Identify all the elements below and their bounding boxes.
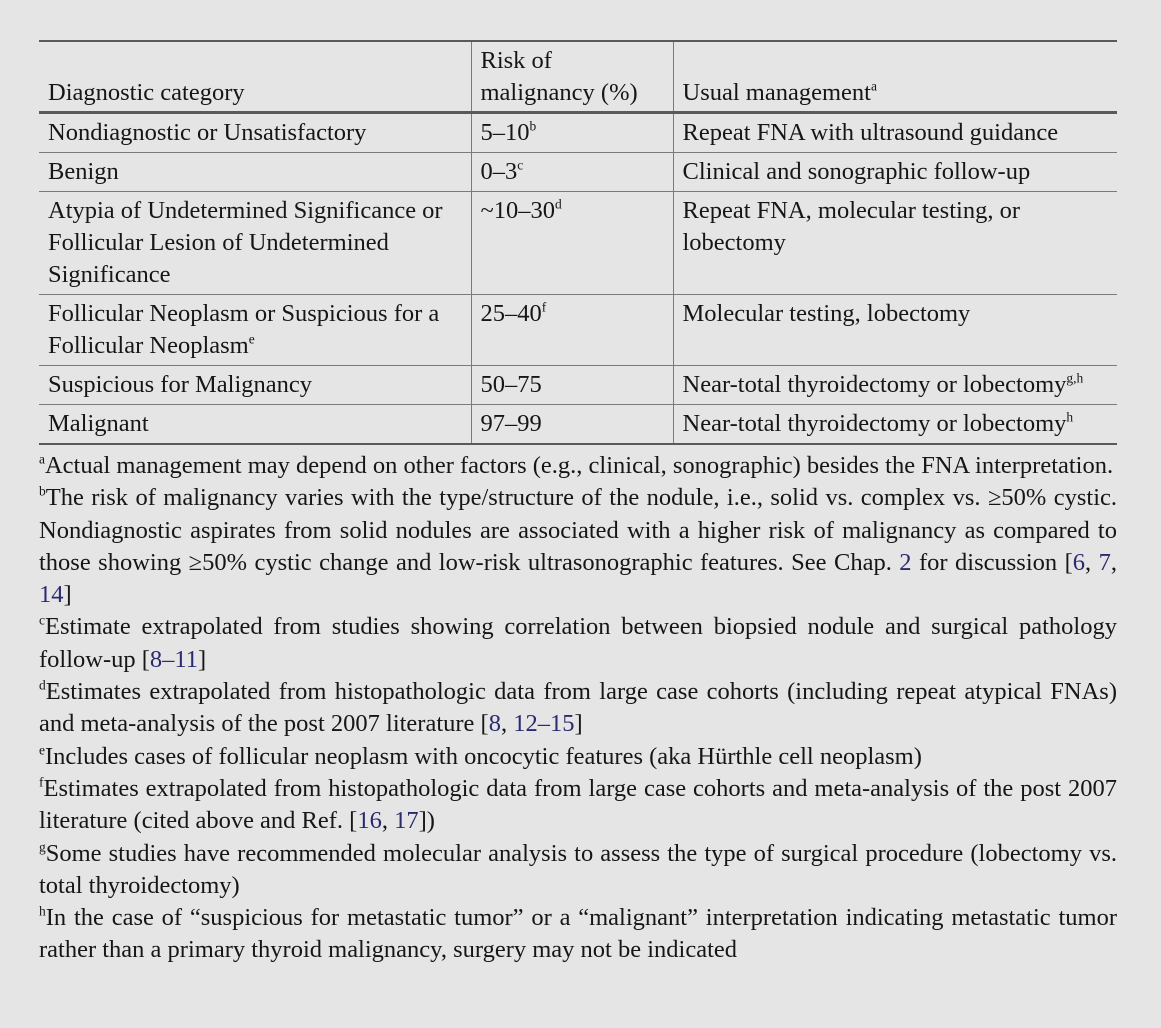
citation-link[interactable]: 6	[1072, 548, 1086, 576]
citation-link[interactable]: 14	[39, 581, 64, 609]
table-row	[39, 295, 1117, 366]
footnote-mark[interactable]: e	[248, 331, 255, 347]
management-text: Clinical and sonographic follow-up	[682, 158, 1031, 185]
footnote-e	[39, 741, 1117, 773]
risk-cell	[471, 153, 673, 192]
table-row	[39, 153, 1117, 192]
management-text: Repeat FNA with ultrasound guidance	[682, 119, 1059, 146]
risk-value: 97–99	[480, 410, 542, 437]
footnote-marker: b	[39, 483, 46, 499]
management-cell	[673, 192, 1117, 295]
category-cell: Suspicious for Malignancy	[39, 366, 471, 405]
management-text: Near-total thyroidectomy or lobectomy	[682, 410, 1067, 437]
footnote-text: Includes cases of follicular neoplasm with oncocytic features (aka Hürthle cell neoplasm)	[44, 742, 922, 770]
management-cell	[673, 113, 1117, 153]
footnote-g	[39, 838, 1117, 903]
separator: ,	[1085, 548, 1099, 576]
footnote-marker: f	[39, 774, 44, 790]
footnote-mark[interactable]: f	[541, 299, 547, 315]
col-header-risk: Risk of malignancy (%)	[471, 41, 673, 113]
col-header-category: Diagnostic category	[39, 41, 471, 113]
risk-cell	[471, 192, 673, 295]
risk-value: 25–40	[480, 300, 542, 327]
footnote-text: Actual management may depend on other factors (e.g., clinical, sonographic) besides the FNA interpretation.	[44, 452, 1114, 479]
table-footnotes	[39, 450, 1117, 967]
table-header	[39, 41, 1117, 113]
footnote-mark[interactable]: c	[517, 157, 524, 173]
footnote-text: Estimates extrapolated from histopathologic data from large case cohorts (including repeat atypical FNAs) and meta-analysis of the post 2007 literature [	[39, 678, 1117, 738]
footnote-c	[39, 611, 1117, 676]
bracket: ])	[418, 807, 435, 835]
citation-link[interactable]: 8–11	[149, 645, 199, 673]
footnote-a	[39, 450, 1117, 482]
category-cell: Nondiagnostic or Unsatisfactory	[39, 113, 471, 153]
footnote-marker: a	[39, 451, 45, 467]
footnote-marker: c	[39, 613, 45, 629]
footnote-marker: h	[39, 903, 46, 919]
citation-link[interactable]: 12–15	[513, 710, 575, 738]
chapter-link[interactable]: 2	[899, 548, 912, 576]
management-cell	[673, 295, 1117, 366]
footnote-marker: e	[39, 742, 45, 758]
risk-cell	[471, 366, 673, 405]
table-body	[39, 113, 1117, 445]
risk-cell	[471, 113, 673, 153]
footnote-mark[interactable]: g,h	[1066, 370, 1084, 386]
footnote-marker: g	[39, 839, 46, 855]
category-cell: Benign	[39, 153, 471, 192]
col-header-management	[673, 41, 1117, 113]
header-row	[39, 41, 1117, 113]
bracket: ]	[574, 710, 583, 738]
footnote-text: The risk of malignancy varies with the type/structure of the nodule, i.e., solid vs. complex vs. ≥50% cystic. Nondiagnostic aspirates from solid nodules are associated with a higher risk of malignancy as compared to those showing ≥50% cystic change and low-risk ultrasonographic features. See Chap.	[39, 484, 1117, 576]
risk-cell	[471, 405, 673, 445]
citation-link[interactable]: 7	[1098, 548, 1111, 576]
footnote-text: Estimate extrapolated from studies showing correlation between biopsied nodule and surgical pathology follow-up [	[39, 613, 1117, 673]
footnote-text: Estimates extrapolated from histopathologic data from large case cohorts and meta-analysis of the post 2007 literature (cited above and Ref. [	[39, 774, 1117, 835]
category-cell	[39, 295, 471, 366]
management-cell	[673, 405, 1117, 445]
risk-cell	[471, 295, 673, 366]
risk-value: 5–10	[480, 119, 530, 146]
table-row	[39, 405, 1117, 445]
separator: ,	[1110, 548, 1117, 576]
citation-link[interactable]: 17	[394, 807, 419, 835]
citation-link[interactable]: 8	[488, 710, 501, 738]
col-header-management-label: Usual management	[682, 79, 871, 106]
separator: ,	[500, 710, 514, 738]
table-row	[39, 192, 1117, 295]
footnote-text: In the case of “suspicious for metastatic tumor” or a “malignant” interpretation indicating metastatic tumor rather than a primary thyroid malignancy, surgery may not be indicated	[39, 904, 1117, 964]
management-text: Repeat FNA, molecular testing, or lobectomy	[682, 197, 1020, 256]
category-cell: Malignant	[39, 405, 471, 445]
risk-value: ~10–30	[480, 197, 556, 224]
table-row	[39, 113, 1117, 153]
footnote-mark[interactable]: a	[870, 78, 877, 94]
management-cell	[673, 153, 1117, 192]
footnote-text: for discussion [	[911, 548, 1073, 576]
document	[39, 40, 1117, 967]
footnote-text: Some studies have recommended molecular analysis to assess the type of surgical procedure (lobectomy vs. total thyroidectomy)	[39, 839, 1117, 899]
footnote-mark[interactable]: b	[529, 118, 537, 134]
footnote-f	[39, 773, 1117, 838]
management-cell	[673, 366, 1117, 405]
bracket: ]	[198, 645, 207, 673]
separator: ,	[381, 807, 395, 835]
risk-value: 0–3	[480, 158, 518, 185]
bethesda-risk-table	[39, 40, 1117, 445]
footnote-mark[interactable]: h	[1066, 409, 1074, 425]
management-text: Molecular testing, lobectomy	[682, 300, 971, 327]
footnote-mark[interactable]: d	[555, 196, 562, 212]
bracket: ]	[63, 581, 72, 609]
category-text: Follicular Neoplasm or Suspicious for a Follicular Neoplasm	[48, 300, 440, 359]
risk-value: 50–75	[480, 371, 542, 398]
footnote-marker: d	[39, 677, 46, 693]
footnote-h	[39, 902, 1117, 967]
table-row	[39, 366, 1117, 405]
footnote-b	[39, 482, 1117, 611]
footnote-d	[39, 676, 1117, 741]
category-cell: Atypia of Undetermined Significance or Follicular Lesion of Undetermined Significance	[39, 192, 471, 295]
management-text: Near-total thyroidectomy or lobectomy	[682, 371, 1067, 398]
citation-link[interactable]: 16	[357, 807, 382, 835]
